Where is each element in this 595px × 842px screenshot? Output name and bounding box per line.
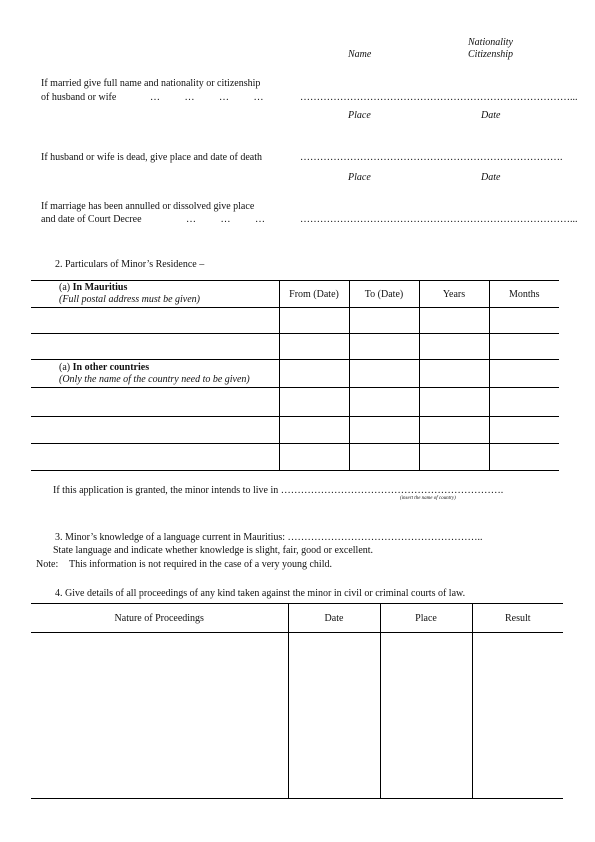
table-row[interactable] — [31, 633, 563, 799]
language-state-text: State language and indicate whether knowledge is slight, fair, good or excellent. — [53, 545, 374, 556]
col-place: Place — [380, 604, 472, 633]
death-fill-field[interactable]: ……………………………………………………………………. — [300, 152, 563, 163]
insert-country-hint: (insert the name of country) — [400, 496, 456, 501]
place-label-2: Place — [348, 172, 371, 183]
death-text: If husband or wife is dead, give place and date of death — [41, 152, 263, 163]
table-row[interactable] — [31, 308, 559, 334]
residence-table — [31, 280, 559, 471]
residence-header-row — [31, 281, 559, 308]
col-from-date: From (Date) — [279, 281, 349, 308]
annulled-fill-field[interactable]: ………………………………………………………………………... — [300, 214, 578, 225]
col-months: Months — [489, 281, 559, 308]
date-label-1: Date — [481, 110, 501, 121]
other-prefix: (a) — [59, 361, 73, 373]
col-years: Years — [419, 281, 489, 308]
name-label: Name — [348, 49, 372, 60]
annulled-text-line2: and date of Court Decree — [41, 214, 142, 225]
married-text-line2: of husband or wife — [41, 92, 117, 103]
other-countries-cell — [31, 360, 279, 388]
note-text: This information is not required in the case of a very young child. — [69, 559, 332, 570]
table-row[interactable] — [31, 444, 559, 471]
col-nature-of-proceedings: Nature of Proceedings — [31, 604, 288, 633]
language-heading[interactable]: 3. Minor’s knowledge of a language current in Mauritius: ………………………………………………….. — [55, 532, 483, 543]
mauritius-prefix: (a) — [59, 282, 73, 293]
annulled-dots: … … … — [186, 214, 265, 225]
other-note: (Only the name of the country need to be given) — [59, 373, 250, 385]
note-label: Note: — [36, 559, 59, 570]
intend-text[interactable]: If this application is granted, the minor intends to live in …………………………………………………………. — [53, 485, 504, 496]
col-to-date: To (Date) — [349, 281, 419, 308]
table-row[interactable] — [31, 334, 559, 360]
proceedings-heading: 4. Give details of all proceedings of any kind taken against the minor in civil or criminal courts of law. — [55, 588, 466, 599]
nationality-label: Nationality — [468, 37, 513, 48]
other-title: In other countries — [72, 361, 150, 373]
married-dots: … … … … — [150, 92, 264, 103]
table-row[interactable] — [31, 417, 559, 444]
col-result: Result — [472, 604, 563, 633]
married-text-line1: If married give full name and nationality or citizenship — [41, 78, 261, 89]
married-fill-field[interactable]: ………………………………………………………………………... — [300, 92, 578, 103]
proceedings-header-row — [31, 604, 563, 633]
annulled-text-line1: If marriage has been annulled or dissolved give place — [41, 201, 255, 212]
mauritius-title: In Mauritius — [72, 282, 128, 293]
place-label-1: Place — [348, 110, 371, 121]
date-label-2: Date — [481, 172, 501, 183]
residence-heading: 2. Particulars of Minor’s Residence – — [55, 259, 205, 270]
citizenship-label: Citizenship — [468, 49, 514, 60]
mauritius-header-cell — [31, 281, 279, 308]
other-countries-row — [31, 360, 559, 388]
mauritius-note: (Full postal address must be given) — [59, 294, 201, 305]
col-date: Date — [288, 604, 380, 633]
table-row[interactable] — [31, 388, 559, 417]
proceedings-table — [31, 603, 563, 799]
